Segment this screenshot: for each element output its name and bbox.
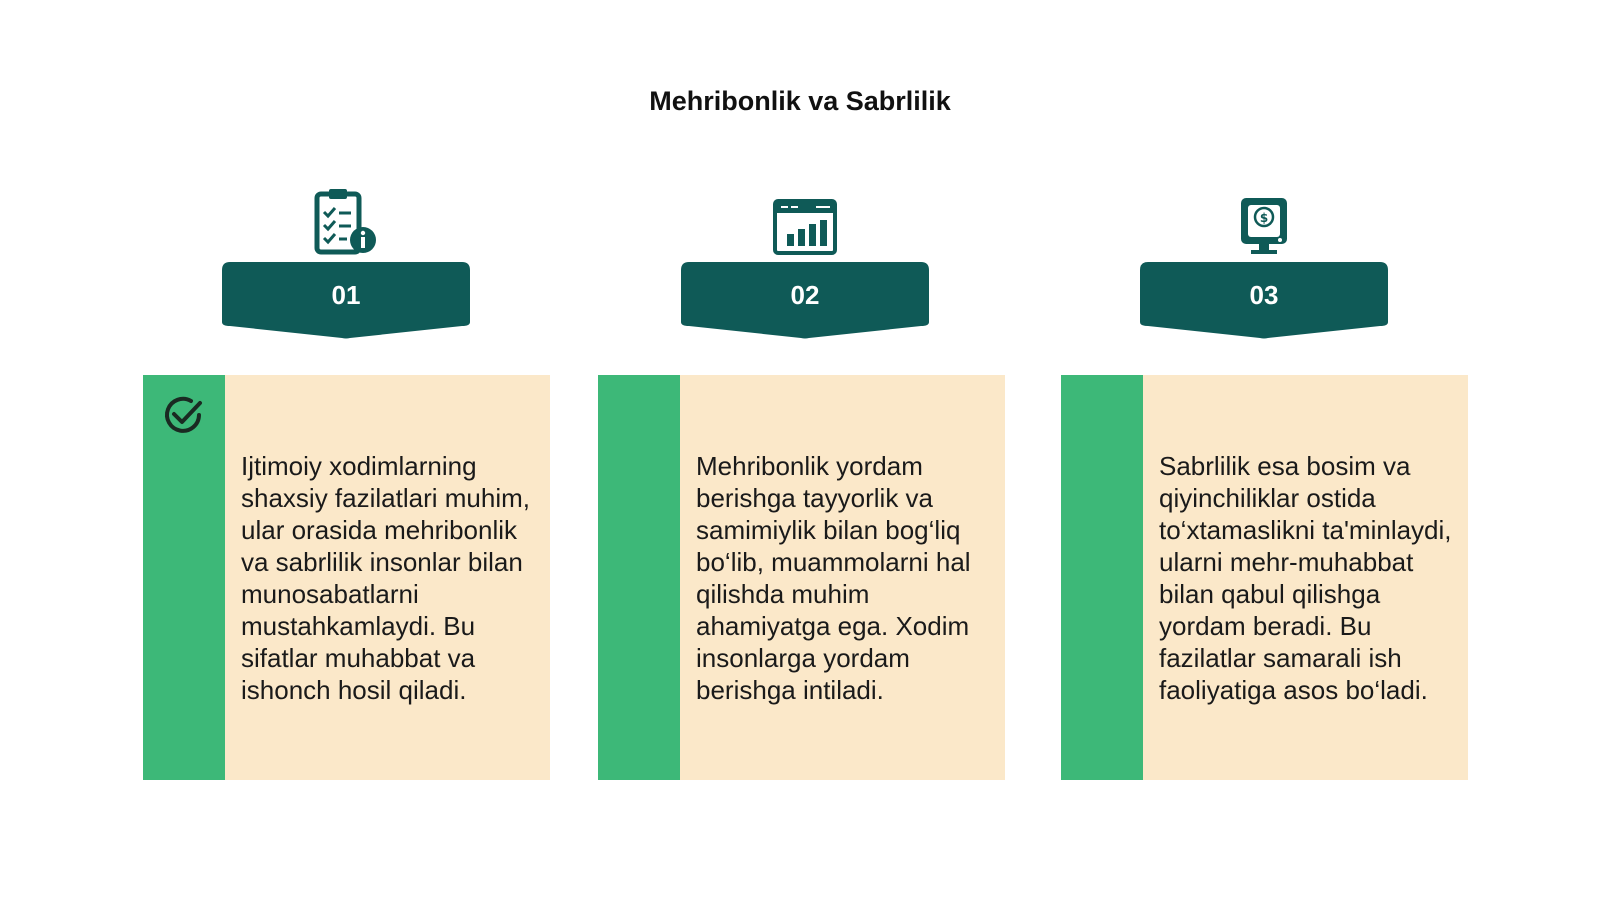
step-number-3: 03	[1249, 280, 1279, 310]
page-title: Mehribonlik va Sabrlilik	[649, 86, 951, 116]
card-text-2-content: Mehribonlik yordam berishga tayyorlik va samimiylik bilan bog‘liq bo‘lib, muammolarni hal qilishda muhim ahamiyatga ega. Xodim insonlarga yordam berishga intiladi.	[696, 450, 971, 705]
step-header-1	[222, 188, 470, 340]
card-text-1	[225, 375, 550, 780]
step-header-3	[1140, 188, 1388, 340]
card-text-3	[1143, 375, 1468, 780]
check-circle-icon	[161, 393, 205, 442]
card-text-2	[680, 375, 1005, 780]
step-badge-3	[1140, 262, 1388, 340]
info-card-2	[598, 375, 1005, 780]
card-accent-strip	[1061, 375, 1143, 780]
step-badge-1	[222, 262, 470, 340]
bar-chart-window-icon	[681, 188, 929, 256]
svg-text:$: $	[1259, 211, 1269, 225]
card-text-3-content: Sabrlilik esa bosim va qiyinchiliklar ostida to‘xtamaslikni ta'minlaydi, ularni mehr-muhabbat bilan qabul qilishga yordam beradi. Bu fazilatlar samarali ish faoliyatiga asos bo‘ladi.	[1159, 450, 1452, 705]
step-badge-2	[681, 262, 929, 340]
card-accent-strip	[143, 375, 225, 780]
money-monitor-icon	[1140, 188, 1388, 256]
card-text-1-content: Ijtimoiy xodimlarning shaxsiy fazilatlari muhim, ular orasida mehribonlik va sabrlilik insonlar bilan munosabatlarni mustahkamlaydi. Bu sifatlar muhabbat va ishonch hosil qiladi.	[241, 450, 530, 705]
step-number-1: 01	[331, 280, 361, 310]
clipboard-checklist-info-icon	[222, 188, 470, 256]
step-number-2: 02	[790, 280, 820, 310]
step-header-2	[681, 188, 929, 340]
card-accent-strip	[598, 375, 680, 780]
info-card-3	[1061, 375, 1468, 780]
info-card-1	[143, 375, 550, 780]
